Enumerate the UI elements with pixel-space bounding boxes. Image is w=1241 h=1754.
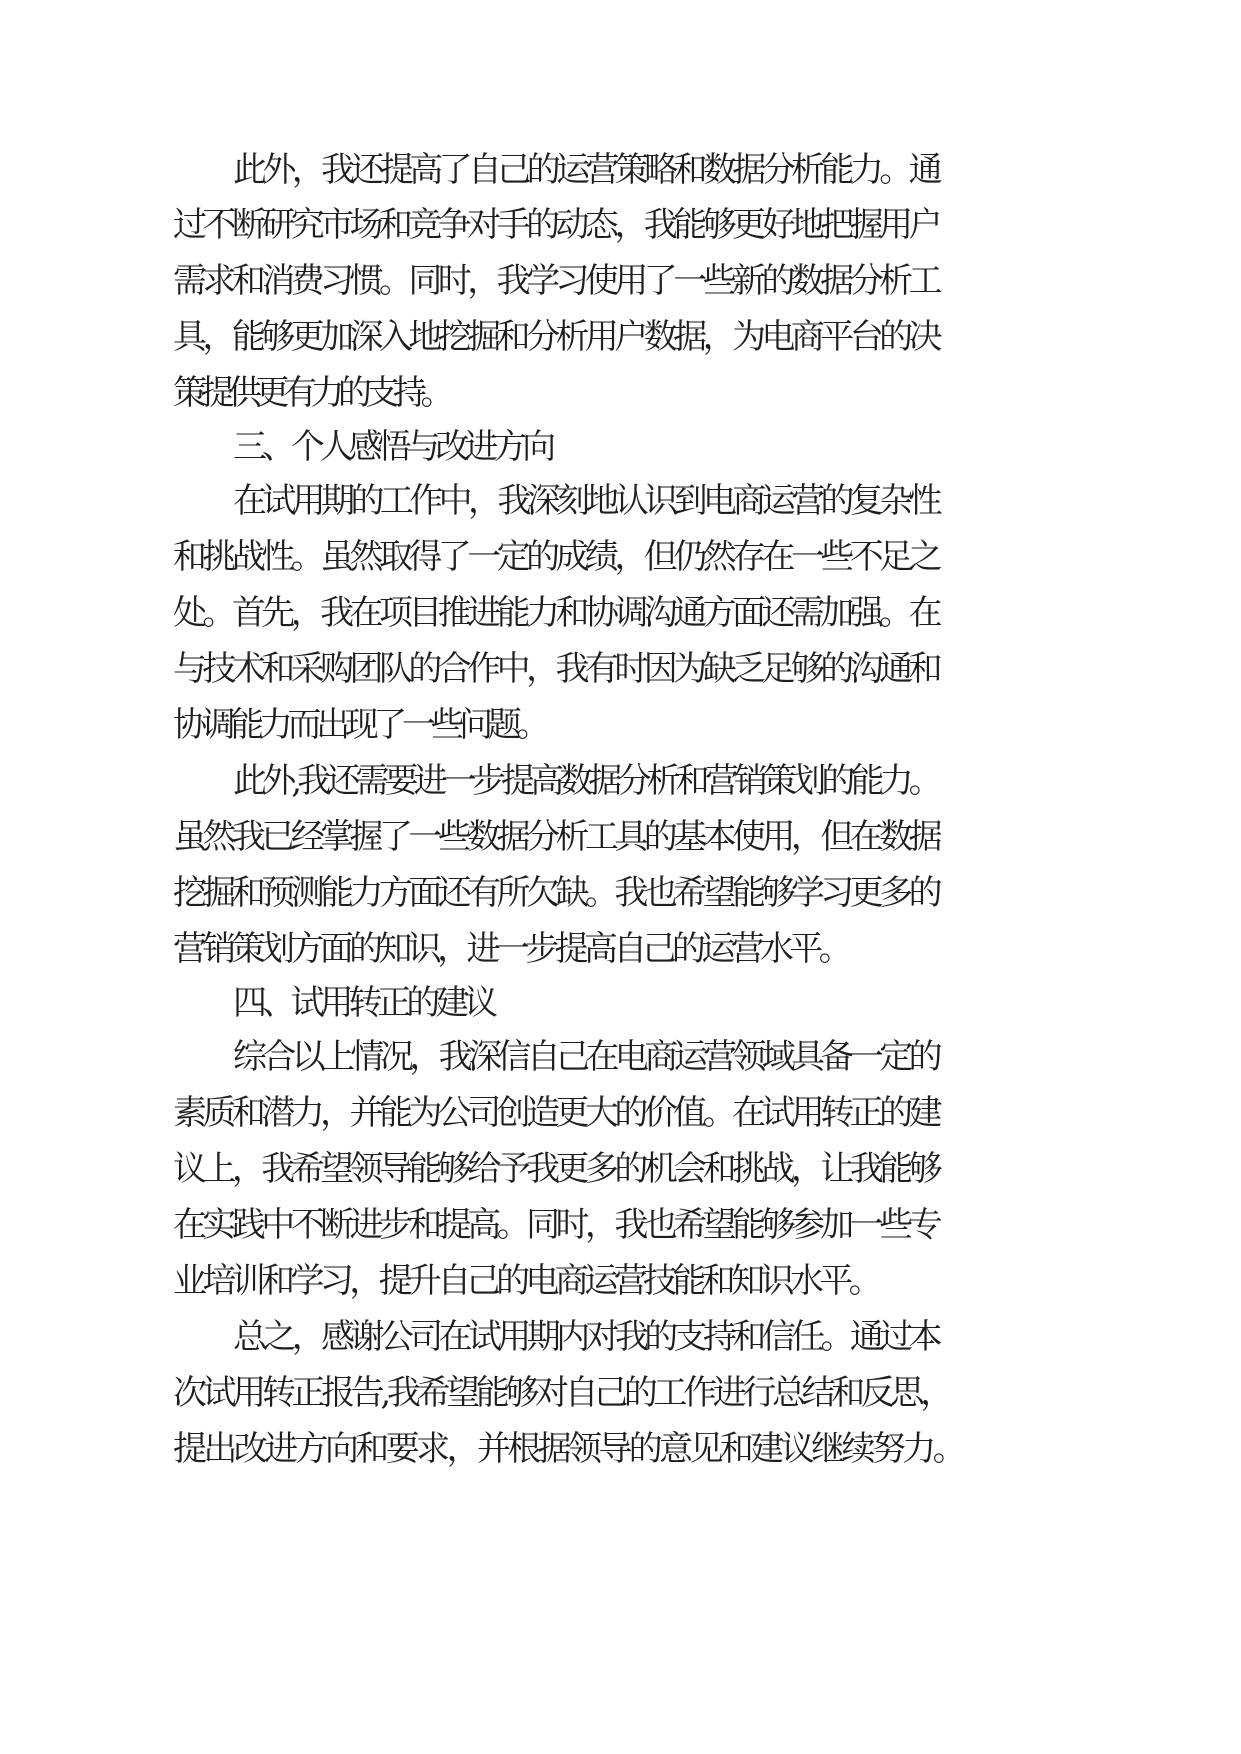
text-line: 提出改进方向和要求，并根据领导的意见和建议继续努力。	[173, 1429, 963, 1469]
text-line: 虽然我已经掌握了一些数据分析工具的基本使用，但在数据	[173, 817, 938, 857]
text-line: 总之，感谢公司在试用期内对我的支持和信任。通过本	[233, 1317, 938, 1357]
text-line: 此外，我还提高了自己的运营策略和数据分析能力。通	[233, 150, 938, 190]
section-heading: 四、试用转正的建议	[233, 983, 493, 1023]
text-line: 具，能够更加深入地挖掘和分析用户数据，为电商平台的决	[173, 317, 938, 357]
text-line: 与技术和采购团队的合作中，我有时因为缺乏足够的沟通和	[173, 649, 938, 689]
text-line: 在试用期的工作中，我深刻地认识到电商运营的复杂性	[233, 481, 938, 521]
text-line: 协调能力而出现了一些问题。	[173, 705, 545, 745]
text-line: 素质和潜力，并能为公司创造更大的价值。在试用转正的建	[173, 1093, 938, 1133]
text-line: 过不断研究市场和竞争对手的动态，我能够更好地把握用户	[173, 205, 938, 245]
text-line: 此外,我还需要进一步提高数据分析和营销策划的能力。	[233, 761, 938, 801]
text-line: 综合以上情况，我深信自己在电商运营领域具备一定的	[233, 1037, 938, 1077]
section-heading: 三、个人感悟与改进方向	[233, 427, 551, 467]
text-line: 议上，我希望领导能够给予我更多的机会和挑战，让我能够	[173, 1149, 938, 1189]
text-line: 处。首先，我在项目推进能力和协调沟通方面还需加强。在	[173, 593, 938, 633]
text-line: 次试用转正报告,我希望能够对自己的工作进行总结和反思，	[173, 1373, 950, 1413]
text-line: 在实践中不断进步和提高。同时，我也希望能够参加一些专	[173, 1205, 938, 1245]
text-line: 和挑战性。虽然取得了一定的成绩，但仍然存在一些不足之	[173, 537, 938, 577]
text-line: 挖掘和预测能力方面还有所欠缺。我也希望能够学习更多的	[173, 873, 938, 913]
text-line: 需求和消费习惯。同时，我学习使用了一些新的数据分析工	[173, 261, 938, 301]
text-line: 策提供更有力的支持。	[173, 373, 448, 413]
text-line: 业培训和学习，提升自己的电商运营技能和知识水平。	[173, 1261, 878, 1301]
text-line: 营销策划方面的知识，进一步提高自己的运营水平。	[173, 929, 848, 969]
